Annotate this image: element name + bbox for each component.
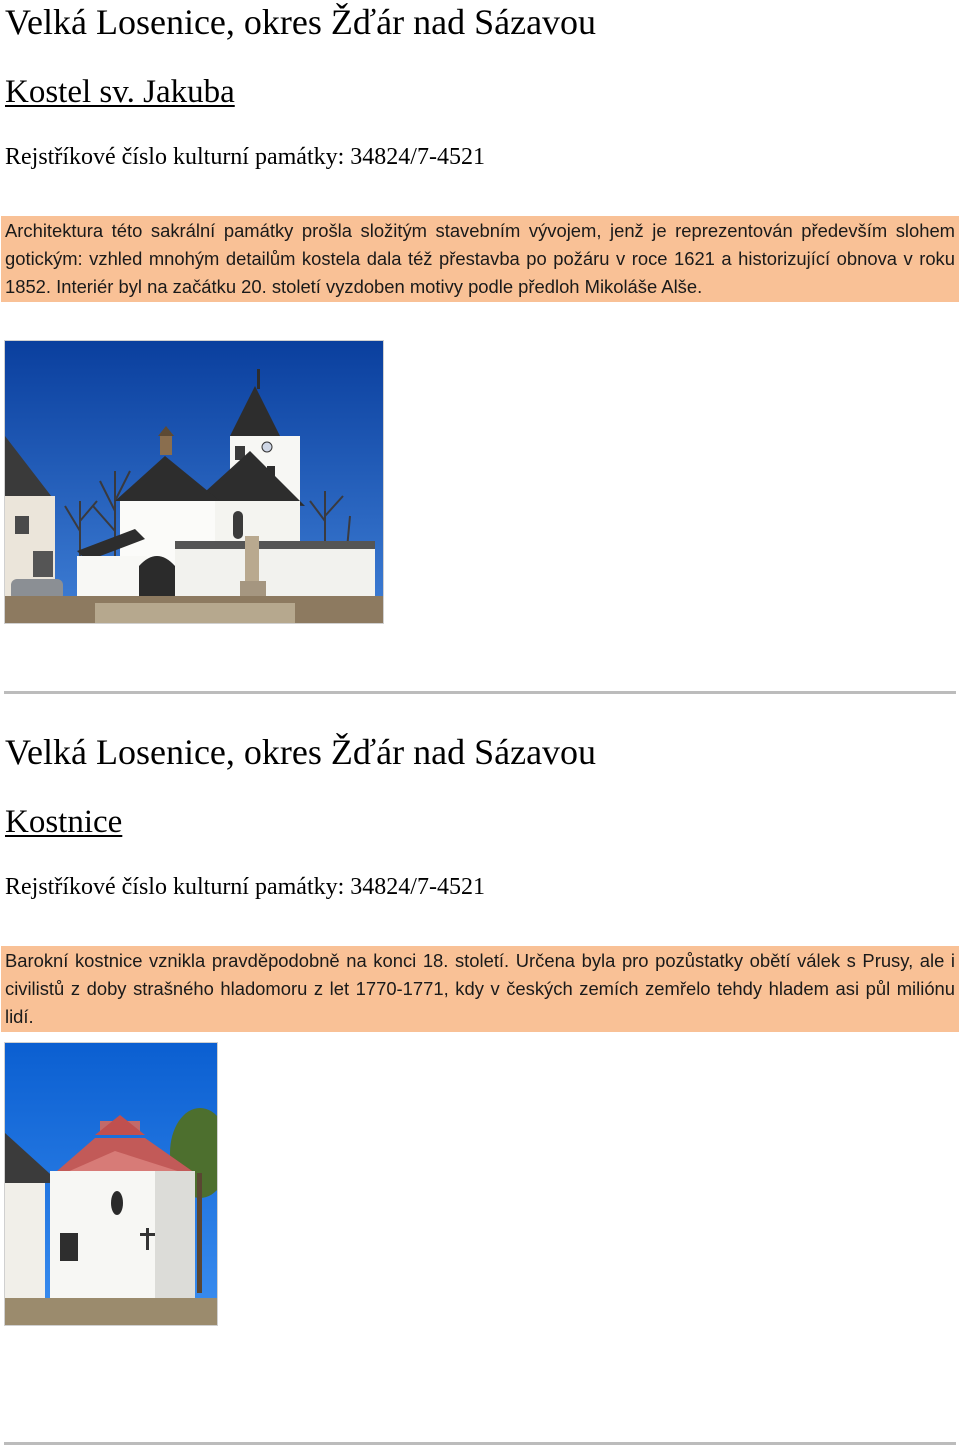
monument-description: Barokní kostnice vznikla pravděpodobně na konci 18. století. Určena byla pro pozůstatky obětí válek s Prusy, ale i civilistů z doby strašného hladomoru z let 1770-1771, kdy v českých zemích zemřelo tehdy hladem asi půl miliónu lidí.: [1, 946, 959, 1032]
ossuary-photo: [4, 1042, 218, 1326]
church-photo: [4, 340, 384, 624]
registry-number: Rejstříkové číslo kulturní památky: 34824/7-4521: [5, 144, 485, 170]
section-divider: [4, 1442, 956, 1445]
registry-number: Rejstříkové číslo kulturní památky: 34824/7-4521: [5, 874, 485, 900]
location-heading: Velká Losenice, okres Žďár nad Sázavou: [5, 2, 597, 42]
monument-title: Kostnice: [5, 804, 123, 840]
monument-description: Architektura této sakrální památky prošla složitým stavebním vývojem, jenž je reprezentován především slohem gotickým: vzhled mnohým detailům kostela dala též přestavba po požáru v roce 1621 a historizující obnova v roku 1852. Interiér byl na začátku 20. století vyzdoben motivy podle předloh Mikoláše Alše.: [1, 216, 959, 302]
location-heading: Velká Losenice, okres Žďár nad Sázavou: [5, 732, 597, 772]
section-divider: [4, 691, 956, 694]
monument-title: Kostel sv. Jakuba: [5, 74, 235, 110]
